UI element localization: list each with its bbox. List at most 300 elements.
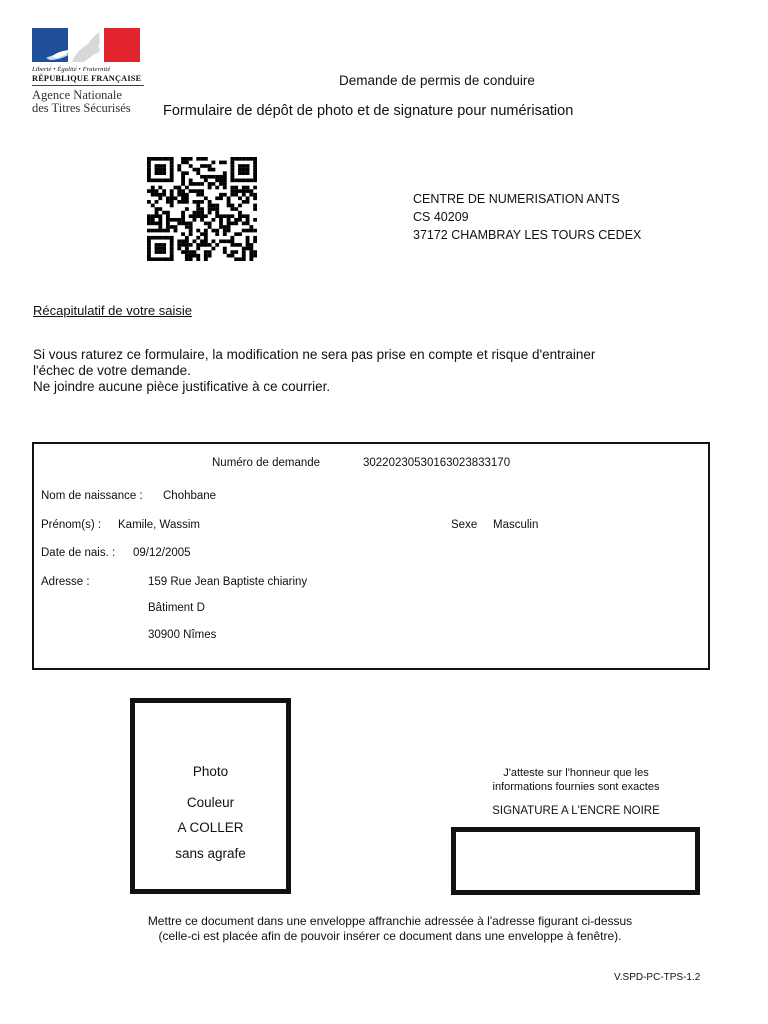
qr-module	[219, 222, 223, 226]
qr-module	[151, 157, 155, 161]
qr-module	[211, 161, 215, 165]
qr-module	[219, 161, 223, 165]
sex-label: Sexe	[451, 519, 478, 531]
qr-module	[181, 232, 185, 236]
qr-module	[253, 204, 257, 208]
qr-module	[170, 247, 174, 251]
qr-module	[158, 247, 162, 251]
qr-module	[158, 186, 162, 190]
birthdate-value: 09/12/2005	[133, 547, 191, 559]
qr-module	[238, 168, 242, 172]
qr-module	[162, 164, 166, 168]
qr-module	[208, 168, 212, 172]
qr-module	[170, 200, 174, 204]
firstname-label: Prénom(s) :	[41, 519, 102, 531]
qr-module	[193, 250, 197, 254]
qr-module	[253, 229, 257, 233]
qr-module	[230, 161, 234, 165]
mailing-address	[413, 190, 641, 244]
qr-module	[170, 236, 174, 240]
address-line-1: CENTRE DE NUMERISATION ANTS	[413, 192, 620, 206]
qr-module	[155, 250, 159, 254]
qr-module	[162, 229, 166, 233]
qr-module	[193, 239, 197, 243]
qr-module	[196, 243, 200, 247]
qr-module	[208, 211, 212, 215]
qr-module	[162, 211, 166, 215]
qr-module	[242, 250, 246, 254]
qr-module	[253, 171, 257, 175]
qr-module	[223, 247, 227, 251]
qr-module	[253, 161, 257, 165]
qr-module	[155, 189, 159, 193]
qr-module	[215, 214, 219, 218]
qr-module	[246, 243, 250, 247]
qr-module	[234, 193, 238, 197]
qr-module	[185, 161, 189, 165]
qr-module	[155, 222, 159, 226]
qr-module	[208, 207, 212, 211]
qr-module	[181, 218, 185, 222]
qr-module	[155, 168, 159, 172]
qr-module	[155, 247, 159, 251]
attestation-line-1: J'atteste sur l'honneur que les	[503, 767, 649, 779]
qr-module	[230, 193, 234, 197]
qr-module	[230, 186, 234, 190]
qr-module	[238, 204, 242, 208]
qr-module	[196, 214, 200, 218]
qr-module	[174, 186, 178, 190]
signature-label: SIGNATURE A L'ENCRE NOIRE	[492, 805, 660, 817]
qr-module	[249, 229, 253, 233]
qr-module	[162, 247, 166, 251]
qr-module	[147, 189, 151, 193]
qr-module	[196, 171, 200, 175]
qr-module	[219, 218, 223, 222]
qr-module	[211, 218, 215, 222]
applicant-address-line-3: 30900 Nîmes	[148, 629, 217, 641]
qr-module	[204, 239, 208, 243]
qr-module	[242, 168, 246, 172]
qr-module	[162, 257, 166, 261]
qr-module	[181, 157, 185, 161]
qr-module	[246, 236, 250, 240]
qr-module	[246, 229, 250, 233]
sex-value: Masculin	[493, 519, 539, 531]
qr-module	[181, 222, 185, 226]
qr-module	[208, 204, 212, 208]
qr-module	[246, 189, 250, 193]
qr-module	[223, 186, 227, 190]
qr-module	[211, 247, 215, 251]
qr-module	[196, 254, 200, 258]
photo-text-4: sans agrafe	[175, 846, 246, 861]
qr-module	[208, 254, 212, 258]
qr-module	[181, 243, 185, 247]
qr-module	[238, 257, 242, 261]
qr-module	[253, 157, 257, 161]
qr-module	[227, 204, 231, 208]
qr-module	[162, 179, 166, 183]
qr-module	[249, 157, 253, 161]
qr-module	[181, 175, 185, 179]
qr-module	[200, 239, 204, 243]
birthdate-label: Date de nais. :	[41, 547, 116, 559]
qr-module	[158, 236, 162, 240]
qr-module	[151, 218, 155, 222]
qr-module	[246, 200, 250, 204]
qr-module	[227, 218, 231, 222]
photo-text-2: Couleur	[186, 795, 235, 810]
qr-module	[242, 254, 246, 258]
qr-module	[223, 250, 227, 254]
qr-module	[193, 254, 197, 258]
qr-module	[181, 211, 185, 215]
qr-module	[170, 179, 174, 183]
qr-module	[246, 164, 250, 168]
qr-module	[230, 204, 234, 208]
qr-module	[223, 214, 227, 218]
qr-module	[208, 164, 212, 168]
qr-module	[208, 243, 212, 247]
qr-module	[204, 222, 208, 226]
qr-module	[208, 175, 212, 179]
qr-module	[155, 229, 159, 233]
qr-module	[246, 157, 250, 161]
qr-module	[211, 182, 215, 186]
qr-module	[242, 222, 246, 226]
qr-module	[170, 243, 174, 247]
qr-module	[170, 204, 174, 208]
qr-module	[234, 243, 238, 247]
qr-module	[223, 175, 227, 179]
qr-module	[166, 157, 170, 161]
qr-module	[166, 196, 170, 200]
qr-module	[170, 157, 174, 161]
qr-module	[158, 222, 162, 226]
qr-module	[249, 243, 253, 247]
qr-module	[177, 200, 181, 204]
qr-module	[177, 222, 181, 226]
qr-module	[162, 243, 166, 247]
qr-module	[208, 225, 212, 229]
qr-module	[147, 179, 151, 183]
qr-module	[204, 157, 208, 161]
qr-module	[200, 175, 204, 179]
qr-module	[162, 168, 166, 172]
qr-module	[166, 257, 170, 261]
qr-module	[185, 186, 189, 190]
qr-module	[185, 157, 189, 161]
qr-module	[215, 204, 219, 208]
birth-name-value: Chohbane	[163, 490, 217, 502]
qr-module	[155, 157, 159, 161]
qr-module	[170, 168, 174, 172]
qr-module	[208, 222, 212, 226]
qr-module	[200, 218, 204, 222]
qr-module	[253, 168, 257, 172]
qr-module	[158, 179, 162, 183]
qr-module	[177, 189, 181, 193]
qr-module	[170, 196, 174, 200]
qr-module	[238, 214, 242, 218]
qr-module	[249, 247, 253, 251]
qr-module	[158, 157, 162, 161]
qr-module	[174, 218, 178, 222]
qr-module	[147, 250, 151, 254]
qr-module	[223, 179, 227, 183]
qr-module	[204, 179, 208, 183]
qr-module	[215, 211, 219, 215]
qr-module	[189, 164, 193, 168]
qr-module	[200, 164, 204, 168]
qr-module	[253, 207, 257, 211]
qr-module	[155, 211, 159, 215]
qr-module	[200, 211, 204, 215]
qr-module	[211, 207, 215, 211]
qr-module	[196, 229, 200, 233]
qr-module	[147, 214, 151, 218]
qr-module	[227, 239, 231, 243]
qr-module	[189, 157, 193, 161]
qr-module	[246, 179, 250, 183]
qr-module	[193, 182, 197, 186]
qr-module	[174, 229, 178, 233]
qr-module	[147, 200, 151, 204]
qr-module	[162, 236, 166, 240]
qr-module	[215, 179, 219, 183]
qr-module	[234, 250, 238, 254]
qr-module	[234, 218, 238, 222]
qr-module	[196, 257, 200, 261]
qr-module	[158, 214, 162, 218]
qr-module	[230, 243, 234, 247]
qr-module	[242, 247, 246, 251]
qr-module	[147, 171, 151, 175]
qr-module	[158, 225, 162, 229]
ants-logo	[32, 28, 144, 115]
qr-module	[166, 214, 170, 218]
qr-module	[234, 189, 238, 193]
qr-module	[155, 179, 159, 183]
qr-module	[174, 196, 178, 200]
request-number-label: Numéro de demande	[212, 457, 321, 469]
qr-module	[189, 254, 193, 258]
qr-module	[147, 222, 151, 226]
qr-module	[189, 229, 193, 233]
qr-module	[204, 164, 208, 168]
birth-name-label: Nom de naissance :	[41, 490, 143, 502]
qr-module	[151, 257, 155, 261]
qr-module	[238, 211, 242, 215]
qr-module	[253, 179, 257, 183]
qr-code	[147, 157, 257, 261]
qr-module	[155, 200, 159, 204]
qr-module	[158, 243, 162, 247]
qr-module	[249, 189, 253, 193]
qr-module	[211, 239, 215, 243]
qr-module	[170, 193, 174, 197]
qr-module	[181, 171, 185, 175]
footer-line-1: Mettre ce document dans une enveloppe affranchie adressée à l'adresse figurant ci-dessus	[147, 914, 633, 928]
qr-module	[170, 175, 174, 179]
qr-module	[223, 232, 227, 236]
qr-module	[151, 222, 155, 226]
qr-module	[238, 171, 242, 175]
qr-module	[211, 168, 215, 172]
qr-module	[158, 171, 162, 175]
qr-module	[249, 254, 253, 258]
qr-module	[185, 254, 189, 258]
qr-module	[147, 247, 151, 251]
qr-module	[230, 239, 234, 243]
qr-module	[246, 196, 250, 200]
qr-module	[208, 250, 212, 254]
qr-module	[185, 193, 189, 197]
photo-text-1: Photo	[192, 764, 229, 779]
qr-module	[204, 250, 208, 254]
qr-module	[147, 218, 151, 222]
qr-module	[166, 211, 170, 215]
qr-module	[185, 207, 189, 211]
qr-module	[185, 222, 189, 226]
qr-module	[200, 232, 204, 236]
qr-module	[246, 247, 250, 251]
qr-module	[185, 250, 189, 254]
qr-module	[170, 161, 174, 165]
qr-module	[238, 232, 242, 236]
qr-module	[230, 175, 234, 179]
qr-module	[200, 207, 204, 211]
qr-module	[196, 157, 200, 161]
qr-module	[193, 218, 197, 222]
qr-module	[147, 175, 151, 179]
qr-module	[185, 200, 189, 204]
qr-module	[155, 257, 159, 261]
qr-module	[185, 239, 189, 243]
qr-module	[246, 218, 250, 222]
qr-module	[204, 175, 208, 179]
qr-module	[253, 186, 257, 190]
qr-module	[230, 189, 234, 193]
qr-module	[204, 196, 208, 200]
qr-module	[223, 171, 227, 175]
warning-text	[33, 347, 653, 395]
qr-module	[230, 168, 234, 172]
qr-module	[204, 232, 208, 236]
qr-module	[170, 171, 174, 175]
qr-module	[227, 254, 231, 258]
qr-module	[242, 164, 246, 168]
qr-module	[166, 222, 170, 226]
signature-box	[451, 827, 700, 895]
qr-module	[242, 189, 246, 193]
qr-module	[170, 218, 174, 222]
qr-module	[181, 161, 185, 165]
qr-module	[215, 232, 219, 236]
qr-module	[177, 193, 181, 197]
qr-module	[189, 182, 193, 186]
qr-module	[185, 243, 189, 247]
qr-module	[181, 196, 185, 200]
qr-module	[181, 239, 185, 243]
document-subtitle: Formulaire de dépôt de photo et de signature pour numérisation	[163, 103, 574, 119]
qr-module	[227, 222, 231, 226]
logo-agency-line2: des Titres Sécurisés	[32, 101, 131, 115]
qr-module	[189, 189, 193, 193]
qr-module	[155, 214, 159, 218]
qr-module	[181, 214, 185, 218]
address-line-2: CS 40209	[413, 210, 469, 224]
qr-module	[151, 193, 155, 197]
qr-module	[219, 225, 223, 229]
qr-module	[219, 175, 223, 179]
photo-text-3: A COLLER	[177, 820, 244, 835]
qr-module	[147, 239, 151, 243]
qr-module	[151, 179, 155, 183]
qr-module	[211, 175, 215, 179]
applicant-address-line-1: 159 Rue Jean Baptiste chiariny	[148, 576, 308, 588]
qr-module	[234, 186, 238, 190]
qr-module	[193, 168, 197, 172]
qr-module	[200, 200, 204, 204]
footer-line-2: (celle-ci est placée afin de pouvoir insérer ce document dans une enveloppe à fenêtre).	[158, 929, 622, 943]
qr-module	[204, 243, 208, 247]
qr-module	[162, 157, 166, 161]
qr-module	[181, 193, 185, 197]
qr-module	[177, 239, 181, 243]
qr-module	[253, 218, 257, 222]
qr-module	[253, 175, 257, 179]
qr-module	[158, 168, 162, 172]
qr-module	[227, 214, 231, 218]
qr-module	[177, 186, 181, 190]
qr-module	[155, 207, 159, 211]
qr-module	[253, 193, 257, 197]
qr-module	[230, 214, 234, 218]
qr-module	[200, 182, 204, 186]
qr-module	[181, 179, 185, 183]
qr-module	[170, 189, 174, 193]
qr-module	[158, 250, 162, 254]
qr-module	[151, 186, 155, 190]
qr-module	[200, 214, 204, 218]
qr-module	[185, 236, 189, 240]
qr-module	[196, 189, 200, 193]
attestation-text	[452, 766, 700, 794]
qr-module	[170, 257, 174, 261]
qr-module	[215, 243, 219, 247]
qr-module	[196, 247, 200, 251]
qr-module	[151, 229, 155, 233]
qr-module	[223, 182, 227, 186]
qr-module	[249, 179, 253, 183]
qr-module	[204, 254, 208, 258]
qr-module	[249, 225, 253, 229]
qr-module	[155, 243, 159, 247]
qr-module	[234, 157, 238, 161]
qr-module	[166, 200, 170, 204]
qr-module	[181, 200, 185, 204]
qr-module	[200, 189, 204, 193]
qr-module	[238, 196, 242, 200]
qr-module	[215, 175, 219, 179]
qr-module	[242, 179, 246, 183]
recap-heading: Récapitulatif de votre saisie	[33, 303, 192, 318]
logo-republique: RÉPUBLIQUE FRANÇAISE	[32, 74, 144, 86]
qr-module	[230, 254, 234, 258]
qr-module	[177, 218, 181, 222]
